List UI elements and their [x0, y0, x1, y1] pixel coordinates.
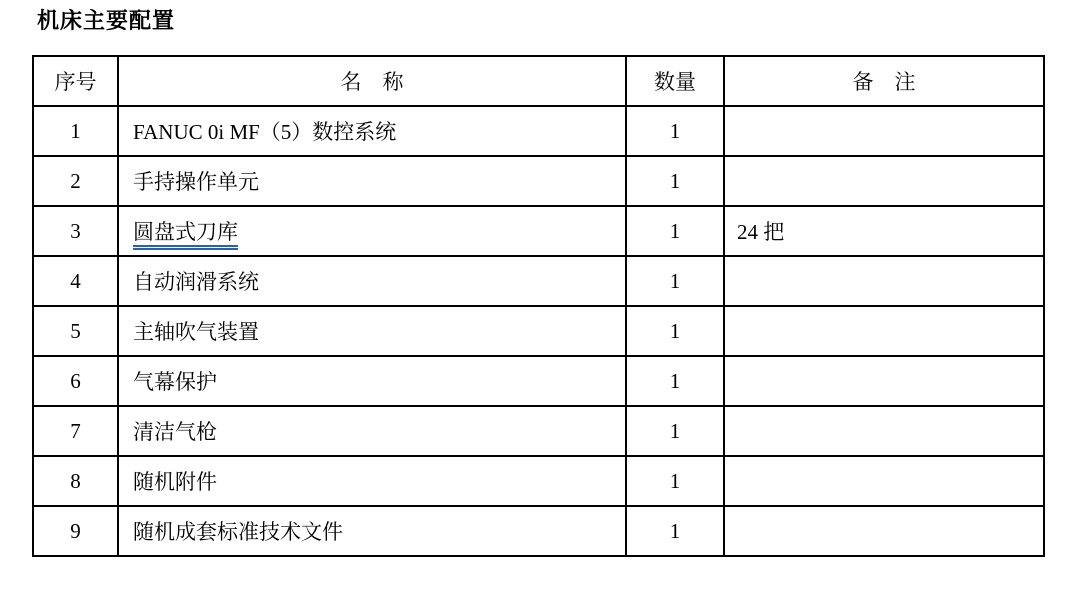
table-body — [33, 106, 1044, 556]
configuration-table — [32, 55, 1045, 557]
row-remark-cell: 24 把 — [724, 206, 1044, 256]
table-row — [33, 506, 1044, 556]
row-remark-cell — [724, 306, 1044, 356]
table-row — [33, 106, 1044, 156]
row-remark-cell — [724, 456, 1044, 506]
double-underlined-text: 圆盘式刀库 — [133, 220, 238, 250]
header-serial-number: 序号 — [33, 56, 118, 106]
row-remark-cell — [724, 106, 1044, 156]
table-row — [33, 206, 1044, 256]
row-name-cell — [118, 206, 626, 256]
row-serial-cell: 9 — [33, 506, 118, 556]
row-qty-cell: 1 — [626, 206, 724, 256]
table-row — [33, 456, 1044, 506]
row-serial-cell: 3 — [33, 206, 118, 256]
row-serial-cell: 8 — [33, 456, 118, 506]
table-row — [33, 156, 1044, 206]
header-quantity: 数量 — [626, 56, 724, 106]
header-name: 名 称 — [118, 56, 626, 106]
row-name-cell: 气幕保护 — [118, 356, 626, 406]
table-header — [33, 56, 1044, 106]
row-serial-cell: 2 — [33, 156, 118, 206]
row-name-cell: 随机成套标准技术文件 — [118, 506, 626, 556]
row-qty-cell: 1 — [626, 406, 724, 456]
page-title: 机床主要配置 — [37, 8, 176, 33]
row-name-cell: 自动润滑系统 — [118, 256, 626, 306]
table-header-row — [33, 56, 1044, 106]
row-remark-cell — [724, 156, 1044, 206]
row-qty-cell: 1 — [626, 506, 724, 556]
row-name-cell: 清洁气枪 — [118, 406, 626, 456]
table-row — [33, 406, 1044, 456]
row-qty-cell: 1 — [626, 156, 724, 206]
row-qty-cell: 1 — [626, 456, 724, 506]
row-name-cell: 随机附件 — [118, 456, 626, 506]
row-serial-cell: 1 — [33, 106, 118, 156]
table-row — [33, 306, 1044, 356]
table-row — [33, 256, 1044, 306]
row-qty-cell: 1 — [626, 256, 724, 306]
row-serial-cell: 7 — [33, 406, 118, 456]
row-remark-cell — [724, 356, 1044, 406]
row-remark-cell — [724, 256, 1044, 306]
row-remark-cell — [724, 406, 1044, 456]
row-name-cell: 手持操作单元 — [118, 156, 626, 206]
row-serial-cell: 4 — [33, 256, 118, 306]
row-qty-cell: 1 — [626, 306, 724, 356]
table-row — [33, 356, 1044, 406]
row-remark-cell — [724, 506, 1044, 556]
row-serial-cell: 6 — [33, 356, 118, 406]
row-serial-cell: 5 — [33, 306, 118, 356]
row-qty-cell: 1 — [626, 106, 724, 156]
row-qty-cell: 1 — [626, 356, 724, 406]
row-name-cell: FANUC 0i MF（5）数控系统 — [118, 106, 626, 156]
header-remark: 备 注 — [724, 56, 1044, 106]
row-name-cell: 主轴吹气装置 — [118, 306, 626, 356]
